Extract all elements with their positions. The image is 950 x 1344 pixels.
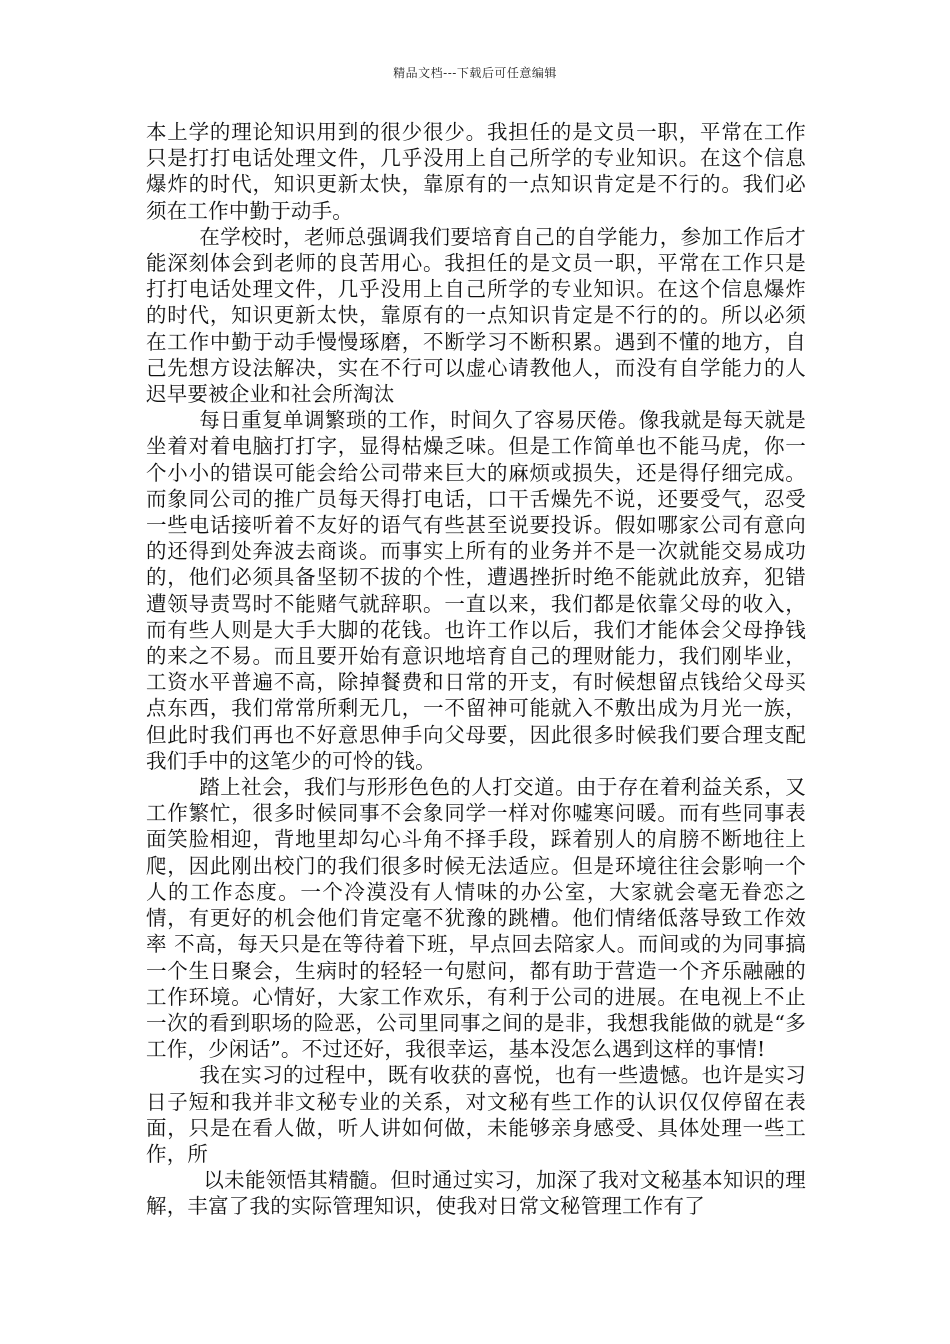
paragraph: 我在实习的过程中，既有收获的喜悦，也有一些遗憾。也许是实习日子短和我并非文秘专业的关系，对文秘有些工作的认识仅仅停留在表面，只是在看人做，听人讲如何做，未能够亲身感受、具体处理一些工作，所: [146, 1063, 806, 1166]
document-body: [146, 119, 806, 1220]
paragraph: 本上学的理论知识用到的很少很少。我担任的是文员一职，平常在工作只是打打电话处理文件，几乎没用上自己所学的专业知识。在这个信息爆炸的时代，知识更新太快，靠原有的一点知识肯定是不行的。我们必须在工作中勤于动手。: [146, 120, 806, 223]
paragraph: 以未能领悟其精髓。但时通过实习，加深了我对文秘基本知识的理解，丰富了我的实际管理知识，使我对日常文秘管理工作有了: [146, 1168, 806, 1219]
page-header: 精品文档---下载后可任意编辑: [393, 66, 557, 80]
paragraph: 踏上社会，我们与形形色色的人打交道。由于存在着利益关系，又工作繁忙，很多时候同事不会象同学一样对你嘘寒问暖。而有些同事表面笑脸相迎，背地里却勾心斗角不择手段，踩着别人的肩膀不断地往上爬，因此刚出校门的我们很多时候无法适应。但是环境往往会影响一个人的工作态度。一个冷漠没有人情味的办公室，大家就会毫无眷恋之情，有更好的机会他们肯定毫不犹豫的跳槽。他们情绪低落导致工作效率 不高，每天只是在等待着下班，早点回去陪家人。而间或的为同事搞一个生日聚会，生病时的轻轻一句慰问，都有助于营造一个齐乐融融的工作环境。心情好，大家工作欢乐，有利于公司的进展。在电视上不止一次的看到职场的险恶，公司里同事之间的是非，我想我能做的就是“多工作，少闲话”。不过还好，我很幸运，基本没怎么遇到这样的事情!: [146, 775, 806, 1062]
paragraph: 每日重复单调繁琐的工作，时间久了容易厌倦。像我就是每天就是坐着对着电脑打打字，显得枯燥乏味。但是工作简单也不能马虎，你一个小小的错误可能会给公司带来巨大的麻烦或损失，还是得仔细完成。而象同公司的推广员每天得打电话，口干舌燥先不说，还要受气，忍受一些电话接听着不友好的语气有些甚至说要投诉。假如哪家公司有意向的还得到处奔波去商谈。而事实上所有的业务并不是一次就能交易成功的，他们必须具备坚韧不拔的个性，遭遇挫折时绝不能就此放弃，犯错遭领导责骂时不能赌气就辞职。一直以来，我们都是依靠父母的收入，而有些人则是大手大脚的花钱。也许工作以后，我们才能体会父母挣钱的来之不易。而且要开始有意识地培育自己的理财能力，我们刚毕业，工资水平普遍不高，除掉餐费和日常的开支，有时候想留点钱给父母买点东西，我们常常所剩无几，一不留神可能就入不敷出成为月光一族，但此时我们再也不好意思伸手向父母要，因此很多时候我们要合理支配我们手中的这笔少的可怜的钱。: [146, 408, 806, 773]
paragraph: 在学校时，老师总强调我们要培育自己的自学能力，参加工作后才能深刻体会到老师的良苦用心。我担任的是文员一职，平常在工作只是打打电话处理文件，几乎没用上自己所学的专业知识。在这个信息爆炸的时代，知识更新太快，靠原有的一点知识肯定是不行的的。所以必须在工作中勤于动手慢慢琢磨，不断学习不断积累。遇到不懂的地方，自己先想方设法解决，实在不行可以虚心请教他人，而没有自学能力的人迟早要被企业和社会所淘汰: [146, 224, 806, 407]
